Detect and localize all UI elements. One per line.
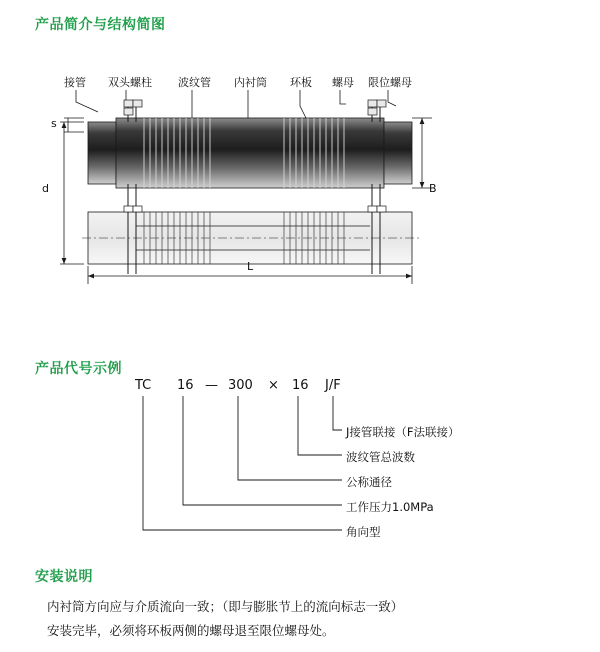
code-desc-nominal-dia: 公称通径	[346, 475, 392, 489]
code-token-jf: J/F	[325, 378, 341, 393]
product-code-diagram	[40, 376, 560, 546]
callout-label-ring-plate: 环板	[290, 76, 312, 89]
section-title-install: 安装说明	[35, 569, 93, 585]
dimension-label-L: L	[247, 260, 254, 273]
code-token-16b: 16	[292, 378, 309, 393]
callout-label-pipe: 接管	[64, 76, 86, 89]
code-desc-wave-count: 波纹管总波数	[346, 450, 415, 464]
dimension-label-d: d	[42, 182, 49, 195]
code-desc-connection: J接管联接（F法联接）	[346, 425, 460, 439]
structure-drawing-svg	[40, 60, 560, 300]
code-desc-pressure: 工作压力1.0MPa	[346, 500, 434, 514]
install-note-line-2: 安装完毕，必须将环板两侧的螺母退至限位螺母处。	[47, 623, 335, 638]
code-token-16a: 16	[177, 378, 194, 393]
code-token-times: ×	[268, 378, 279, 393]
product-code-leader-lines	[40, 376, 560, 546]
callout-label-liner: 内衬筒	[234, 76, 267, 89]
code-token-dash: —	[205, 378, 218, 393]
dimension-label-s: s	[51, 117, 57, 130]
callout-label-limit-nut: 限位螺母	[368, 76, 412, 89]
install-notes	[47, 598, 567, 646]
install-note-line-1: 内衬筒方向应与介质流向一致；（即与膨胀节上的流向标志一致）	[47, 599, 404, 614]
code-token-tc: TC	[135, 378, 152, 393]
callout-label-stud: 双头螺柱	[108, 76, 152, 89]
callout-label-nut: 螺母	[332, 76, 354, 89]
code-token-300: 300	[228, 378, 253, 393]
callout-label-bellows: 波纹管	[178, 76, 211, 89]
structure-diagram	[40, 60, 560, 300]
section-title-intro: 产品简介与结构简图	[35, 17, 166, 33]
code-desc-type: 角向型	[346, 525, 381, 539]
dimension-label-B: B	[429, 182, 437, 195]
section-title-code: 产品代号示例	[35, 361, 122, 377]
